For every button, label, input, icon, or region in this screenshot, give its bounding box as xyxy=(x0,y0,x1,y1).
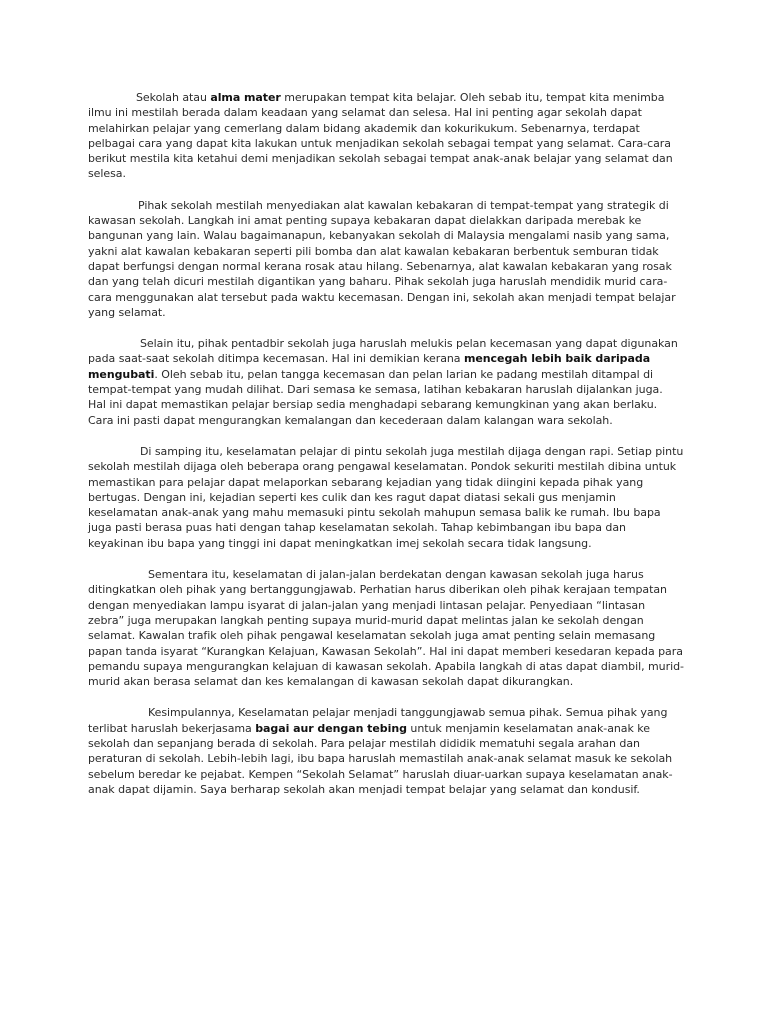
paragraph-conclusion xyxy=(88,705,684,797)
paragraph-school-gate xyxy=(88,444,684,551)
paragraph-text: Sekolah atau xyxy=(136,91,211,104)
bold-phrase-alma-mater: alma mater xyxy=(210,91,281,104)
paragraph-introduction xyxy=(88,90,684,182)
paragraph-text: merupakan tempat kita belajar. Oleh sebab itu, tempat kita menimba ilmu ini mestilah berada dalam keadaan yang selamat dan selesa. Hal ini penting agar sekolah dapat melahirkan pelajar yang cemerlang dalam bidang akademik dan kokurikukum. Sebenarnya, terdapat pelbagai cara yang dapat kita lakukan untuk menjadikan sekolah sebagai tempat yang selamat. Cara-cara berikut mestila kita ketahui demi menjadikan sekolah sebagai tempat anak-anak belajar yang selamat dan selesa. xyxy=(88,91,673,181)
bold-phrase-idiom: bagai aur dengan tebing xyxy=(255,721,407,735)
paragraph-emergency-plan xyxy=(88,336,684,428)
paragraph-road-safety xyxy=(88,567,684,689)
paragraph-text: Selain itu, pihak pentadbir sekolah juga haruslah melukis pelan kecemasan yang dapat digunakan pada saat-saat sekolah ditimpa kecemasan. Hal ini demikian kerana xyxy=(88,337,678,366)
paragraph-text: . Oleh sebab itu, pelan tangga kecemasan dan pelan larian ke padang mestilah ditampal di tempat-tempat yang mudah dilihat. Dari semasa ke semasa, latihan kebakaran haruslah dijalankan juga. Hal ini dapat memastikan pelajar bersiap sedia menghadapi sebarang kemungkinan yang akan berlaku. Cara ini pasti dapat mengurangkan kemalangan dan kecederaan dalam kalangan wara sekolah. xyxy=(88,367,663,427)
paragraph-text: untuk menjamin keselamatan anak-anak ke sekolah dan sepanjang berada di sekolah. Para pelajar mestilah dididik mematuhi segala arahan dan peraturan di sekolah. Lebih-lebih lagi, ibu bapa haruslah memastilah anak-anak selamat masuk ke sekolah sebelum beredar ke pejabat. Kempen “Sekolah Selamat” haruslah diuar-uarkan supaya keselamatan anak-anak dapat dijamin. Saya berharap sekolah akan menjadi tempat belajar yang selamat dan kondusif. xyxy=(88,721,673,796)
paragraph-text: Kesimpulannya, Keselamatan pelajar menjadi tanggungjawab semua pihak. Semua pihak yang terlibat haruslah bekerjasama xyxy=(88,706,668,735)
paragraph-fire-safety xyxy=(88,198,684,320)
paragraph-text: Sementara itu, keselamatan di jalan-jalan berdekatan dengan kawasan sekolah juga harus ditingkatkan oleh pihak yang bertanggungjawab. Perhatian harus diberikan oleh pihak kerajaan tempatan dengan menyediakan lampu isyarat di jalan-jalan yang menjadi lintasan pelajar. Penyediaan “lintasan zebra” juga merupakan langkah penting supaya murid-murid dapat melintas jalan ke sekolah dengan selamat. Kawalan trafik oleh pihak pengawal keselamatan sekolah juga amat penting selain memasang papan tanda isyarat “Kurangkan Kelajuan, Kawasan Sekolah”. Hal ini dapat memberi kesedaran kepada para pemandu supaya mengurangkan kelajuan di kawasan sekolah. Apabila langkah di atas dapat diambil, murid-murid akan berasa selamat dan kes kemalangan di kawasan sekolah dapat dikurangkan. xyxy=(88,568,684,689)
paragraph-text: Di samping itu, keselamatan pelajar di pintu sekolah juga mestilah dijaga dengan rapi. Setiap pintu sekolah mestilah dijaga oleh beberapa orang pengawal keselamatan. Pondok sekuriti mestilah dibina untuk memastikan para pelajar dapat melaporkan sebarang kejadian yang tidak diingini kepada pihak yang bertugas. Dengan ini, kejadian seperti kes culik dan kes ragut dapat diatasi sekali gus menjamin keselamatan anak-anak yang mahu memasuki pintu sekolah mahupun semasa balik ke rumah. Ibu bapa juga pasti berasa puas hati dengan tahap keselamatan sekolah. Tahap kebimbangan ibu bapa dan keyakinan ibu bapa yang tinggi ini dapat meningkatkan imej sekolah secara tidak langsung. xyxy=(88,444,684,550)
bold-phrase-proverb: mencegah lebih baik daripada mengubati xyxy=(88,352,651,381)
essay-body xyxy=(88,90,684,813)
paragraph-text: Pihak sekolah mestilah menyediakan alat kawalan kebakaran di tempat-tempat yang strategik di kawasan sekolah. Langkah ini amat penting supaya kebakaran dapat dielakkan daripada merebak ke bangunan yang lain. Walau bagaimanapun, kebanyakan sekolah di Malaysia mengalami nasib yang sama, yakni alat kawalan kebakaran seperti pili bomba dan alat kawalan kebakaran berbentuk semburan tidak dapat berfungsi dengan normal kerana rosak atau hilang. Sebenarnya, alat kawalan kebakaran yang rosak dan yang telah dicuri mestilah digantikan yang baharu. Pihak sekolah juga haruslah mendidik murid cara-cara menggunakan alat tersebut pada waktu kecemasan. Dengan ini, sekolah akan menjadi tempat belajar yang selamat. xyxy=(88,198,676,319)
